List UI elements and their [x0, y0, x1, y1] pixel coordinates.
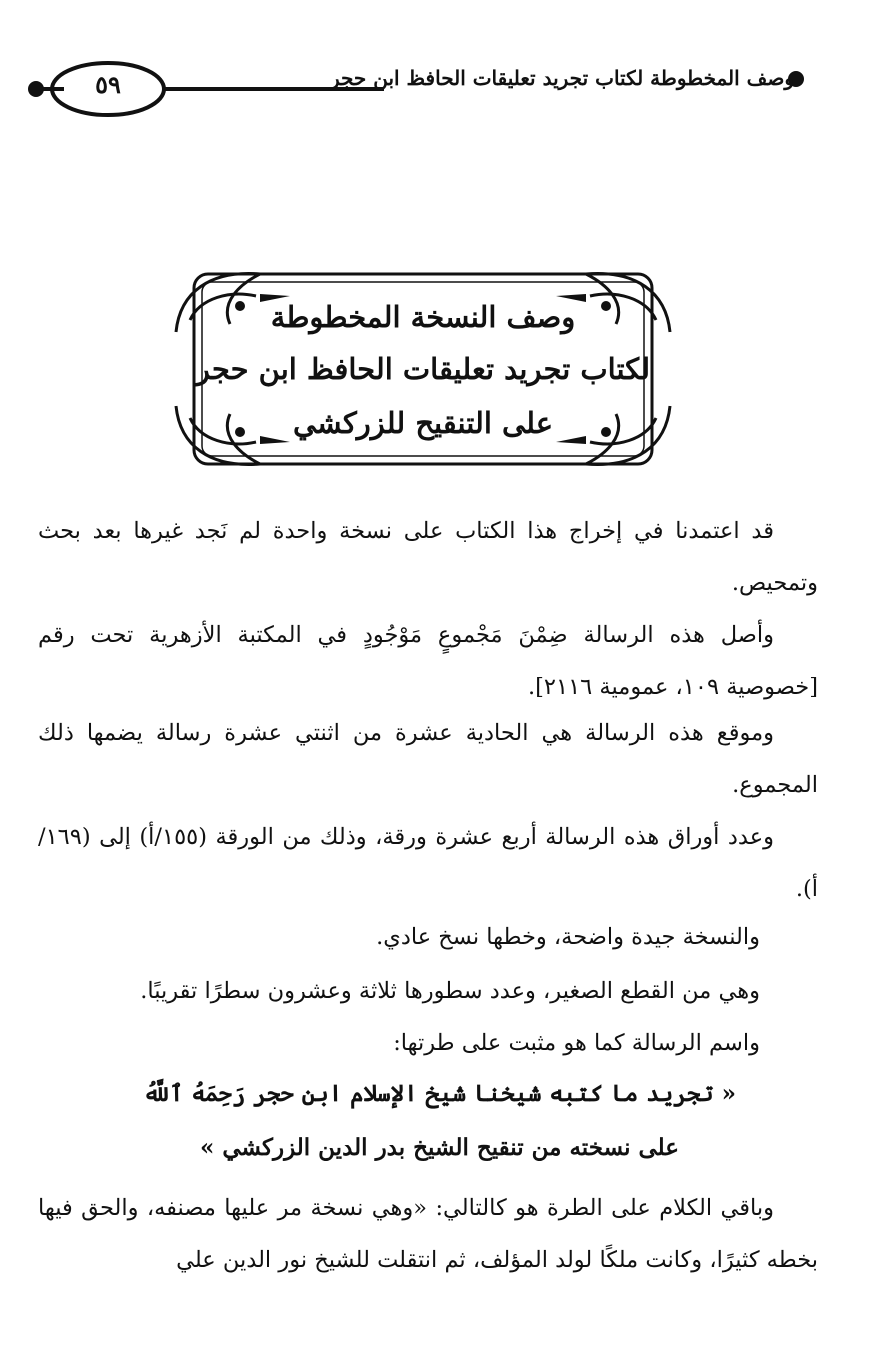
paragraph-3: وموقع هذه الرسالة هي الحادية عشرة من اثنتي عشرة رسالة يضمها ذلك المجموع. [38, 720, 818, 798]
title-frame [170, 262, 676, 476]
title-line-1: وصف النسخة المخطوطة [270, 300, 576, 334]
paragraph-6: وهي من القطع الصغير، وعدد سطورها ثلاثة وعشرون سطرًا تقريبًا. [140, 978, 760, 1004]
running-title: وصف المخطوطة لكتاب تجريد تعليقات الحافظ ابن حجر [329, 66, 794, 90]
title-line-3: على التنقيح للزركشي [292, 406, 554, 440]
quote-line-1: « تجريد ما كتبه شيخنا شيخ الإسلام ابن حجر رَحِمَهُ ٱللَّهُ [142, 1080, 737, 1107]
paragraph-4: وعدد أوراق هذه الرسالة أربع عشرة ورقة، وذلك من الورقة (١٥٥/أ) إلى (١٦٩/أ). [38, 824, 818, 902]
paragraph-8: وباقي الكلام على الطرة هو كالتالي: «وهي نسخة مر عليها مصنفه، والحق فيها بخطه كثيرًا، وكانت ملكًا لولد المؤلف، ثم انتقلت للشيخ نور الدين علي [38, 1195, 818, 1273]
paragraph-7: واسم الرسالة كما هو مثبت على طرتها: [393, 1030, 760, 1056]
paragraph-1: قد اعتمدنا في إخراج هذا الكتاب على نسخة واحدة لم نَجد غيرها بعد بحث وتمحيص. [38, 518, 818, 596]
paragraph-2: وأصل هذه الرسالة ضِمْنَ مَجْموعٍ مَوْجُودٍ في المكتبة الأزهرية تحت رقم [خصوصية ١٠٩، عمومية ٢١١٦]. [38, 622, 818, 700]
title-line-2: لكتاب تجريد تعليقات الحافظ ابن حجر [195, 352, 651, 386]
quote-line-2: على نسخته من تنقيح الشيخ بدر الدين الزركشي » [199, 1134, 680, 1161]
page-number: ٥٩ [95, 70, 121, 99]
body-text-continued [38, 1182, 818, 1322]
running-header [24, 52, 814, 122]
paragraph-5: والنسخة جيدة واضحة، وخطها نسخ عادي. [376, 924, 760, 950]
